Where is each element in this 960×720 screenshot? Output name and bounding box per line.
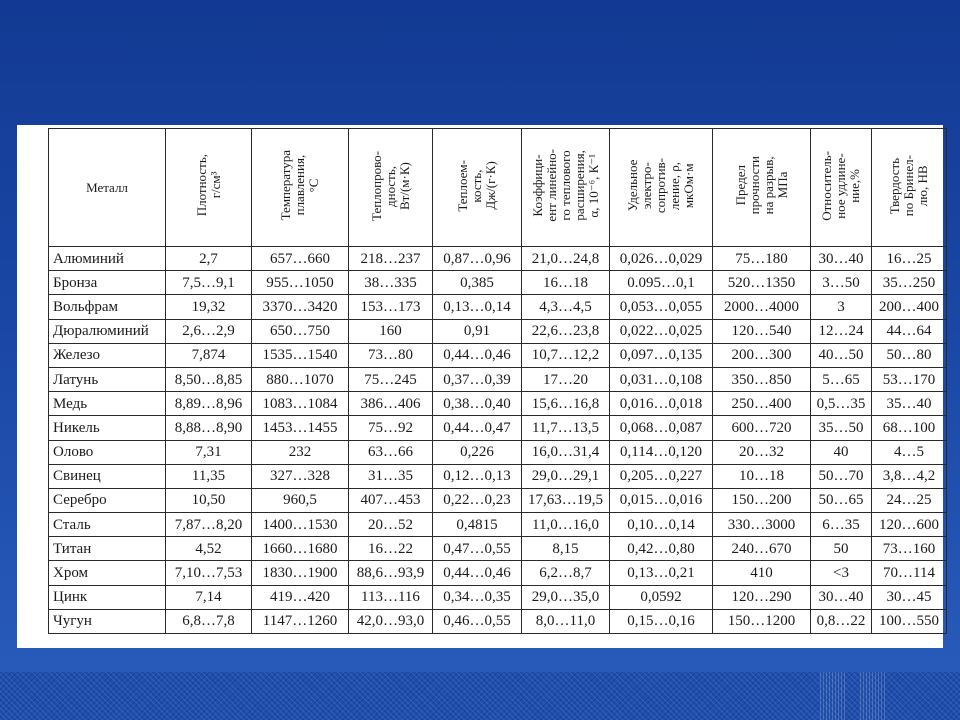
cell-thermal-conductivity: 75…92	[349, 416, 433, 440]
cell-density: 7,14	[166, 585, 252, 609]
header-metal: Металл	[49, 129, 166, 247]
cell-resistivity: 0,015…0,016	[610, 488, 713, 512]
cell-metal: Дюралюминий	[49, 319, 166, 343]
header-brinell-hardness	[872, 129, 947, 247]
cell-tensile-strength: 10…18	[713, 464, 811, 488]
header-resistivity-label: Удельное электро- сопротив- ление, ρ, мкОм·м	[625, 157, 696, 214]
cell-brinell-hardness: 35…40	[872, 392, 947, 416]
cell-resistivity: 0,42…0,80	[610, 537, 713, 561]
table-row	[49, 392, 947, 416]
table-row	[49, 561, 947, 585]
band-stripe-right	[860, 672, 886, 720]
cell-metal: Бронза	[49, 271, 166, 295]
table-row	[49, 609, 947, 633]
cell-thermal-conductivity: 218…237	[349, 247, 433, 271]
cell-brinell-hardness: 44…64	[872, 319, 947, 343]
cell-elongation: <3	[811, 561, 872, 585]
cell-resistivity: 0,031…0,108	[610, 367, 713, 391]
cell-melting-point: 880…1070	[252, 367, 349, 391]
cell-density: 19,32	[166, 295, 252, 319]
cell-density: 2,6…2,9	[166, 319, 252, 343]
cell-density: 7,31	[166, 440, 252, 464]
header-heat-capacity-label: Теплоем- кость, Дж/(г·К)	[455, 159, 498, 212]
cell-resistivity: 0,016…0,018	[610, 392, 713, 416]
cell-heat-capacity: 0,91	[433, 319, 522, 343]
header-thermal-conductivity	[349, 129, 433, 247]
cell-thermal-conductivity: 42,0…93,0	[349, 609, 433, 633]
cell-thermal-conductivity: 153…173	[349, 295, 433, 319]
cell-thermal-conductivity: 88,6…93,9	[349, 561, 433, 585]
cell-expansion-coefficient: 17…20	[522, 367, 610, 391]
header-tensile-strength-label: Предел прочности на разрыв, МПа	[732, 156, 790, 215]
cell-melting-point: 1083…1084	[252, 392, 349, 416]
header-tensile-strength	[713, 129, 811, 247]
cell-brinell-hardness: 4…5	[872, 440, 947, 464]
cell-heat-capacity: 0,226	[433, 440, 522, 464]
cell-expansion-coefficient: 8,15	[522, 537, 610, 561]
header-elongation	[811, 129, 872, 247]
cell-elongation: 50	[811, 537, 872, 561]
header-resistivity	[610, 129, 713, 247]
cell-melting-point: 232	[252, 440, 349, 464]
cell-resistivity: 0,13…0,21	[610, 561, 713, 585]
cell-resistivity: 0.095…0,1	[610, 271, 713, 295]
cell-thermal-conductivity: 160	[349, 319, 433, 343]
table-row	[49, 585, 947, 609]
cell-metal: Титан	[49, 537, 166, 561]
cell-elongation: 3	[811, 295, 872, 319]
cell-elongation: 6…35	[811, 513, 872, 537]
cell-melting-point: 960,5	[252, 488, 349, 512]
cell-tensile-strength: 75…180	[713, 247, 811, 271]
table-row	[49, 464, 947, 488]
cell-metal: Медь	[49, 392, 166, 416]
cell-brinell-hardness: 200…400	[872, 295, 947, 319]
cell-elongation: 12…24	[811, 319, 872, 343]
header-brinell-hardness-label: Твердость по Бринел- лю, НВ	[887, 154, 930, 217]
cell-density: 11,35	[166, 464, 252, 488]
cell-heat-capacity: 0,44…0,46	[433, 343, 522, 367]
cell-density: 10,50	[166, 488, 252, 512]
cell-resistivity: 0,026…0,029	[610, 247, 713, 271]
cell-tensile-strength: 240…670	[713, 537, 811, 561]
cell-density: 4,52	[166, 537, 252, 561]
cell-expansion-coefficient: 11,0…16,0	[522, 513, 610, 537]
cell-expansion-coefficient: 16…18	[522, 271, 610, 295]
cell-expansion-coefficient: 11,7…13,5	[522, 416, 610, 440]
cell-heat-capacity: 0,22…0,23	[433, 488, 522, 512]
cell-heat-capacity: 0,38…0,40	[433, 392, 522, 416]
cell-metal: Вольфрам	[49, 295, 166, 319]
table-row	[49, 343, 947, 367]
cell-tensile-strength: 250…400	[713, 392, 811, 416]
cell-tensile-strength: 410	[713, 561, 811, 585]
table-sheet	[17, 125, 943, 648]
cell-density: 8,88…8,90	[166, 416, 252, 440]
table-row	[49, 537, 947, 561]
header-row	[49, 129, 947, 247]
cell-metal: Хром	[49, 561, 166, 585]
cell-expansion-coefficient: 29,0…29,1	[522, 464, 610, 488]
cell-metal: Железо	[49, 343, 166, 367]
cell-metal: Свинец	[49, 464, 166, 488]
table-row	[49, 247, 947, 271]
cell-tensile-strength: 150…1200	[713, 609, 811, 633]
cell-metal: Алюминий	[49, 247, 166, 271]
cell-thermal-conductivity: 113…116	[349, 585, 433, 609]
cell-elongation: 35…50	[811, 416, 872, 440]
cell-elongation: 50…70	[811, 464, 872, 488]
cell-metal: Чугун	[49, 609, 166, 633]
cell-thermal-conductivity: 75…245	[349, 367, 433, 391]
cell-resistivity: 0,205…0,227	[610, 464, 713, 488]
table-row	[49, 488, 947, 512]
cell-resistivity: 0,097…0,135	[610, 343, 713, 367]
cell-brinell-hardness: 35…250	[872, 271, 947, 295]
cell-density: 2,7	[166, 247, 252, 271]
cell-metal: Цинк	[49, 585, 166, 609]
cell-tensile-strength: 350…850	[713, 367, 811, 391]
cell-heat-capacity: 0,47…0,55	[433, 537, 522, 561]
cell-tensile-strength: 330…3000	[713, 513, 811, 537]
cell-density: 7,5…9,1	[166, 271, 252, 295]
cell-brinell-hardness: 24…25	[872, 488, 947, 512]
cell-melting-point: 650…750	[252, 319, 349, 343]
cell-heat-capacity: 0,37…0,39	[433, 367, 522, 391]
cell-tensile-strength: 600…720	[713, 416, 811, 440]
cell-tensile-strength: 150…200	[713, 488, 811, 512]
table-row	[49, 295, 947, 319]
header-melting-point-label: Температура плавления, °С	[278, 150, 321, 221]
metals-properties-table	[48, 128, 947, 634]
cell-brinell-hardness: 53…170	[872, 367, 947, 391]
cell-expansion-coefficient: 17,63…19,5	[522, 488, 610, 512]
cell-resistivity: 0,0592	[610, 585, 713, 609]
cell-metal: Сталь	[49, 513, 166, 537]
cell-elongation: 0,5…35	[811, 392, 872, 416]
cell-density: 8,50…8,85	[166, 367, 252, 391]
cell-heat-capacity: 0,12…0,13	[433, 464, 522, 488]
table-row	[49, 271, 947, 295]
cell-thermal-conductivity: 31…35	[349, 464, 433, 488]
header-expansion-coefficient-label: Коэффици- ент линейно- го теплового расширения, α, 10⁻⁶, К⁻¹	[529, 149, 601, 222]
cell-expansion-coefficient: 8,0…11,0	[522, 609, 610, 633]
header-elongation-label: Относитель- ное удлине- ние,%	[819, 150, 862, 221]
cell-brinell-hardness: 70…114	[872, 561, 947, 585]
cell-resistivity: 0,068…0,087	[610, 416, 713, 440]
cell-melting-point: 327…328	[252, 464, 349, 488]
cell-brinell-hardness: 16…25	[872, 247, 947, 271]
cell-melting-point: 1535…1540	[252, 343, 349, 367]
cell-resistivity: 0,15…0,16	[610, 609, 713, 633]
cell-tensile-strength: 2000…4000	[713, 295, 811, 319]
cell-brinell-hardness: 3,8…4,2	[872, 464, 947, 488]
cell-expansion-coefficient: 16,0…31,4	[522, 440, 610, 464]
cell-resistivity: 0,114…0,120	[610, 440, 713, 464]
cell-heat-capacity: 0,87…0,96	[433, 247, 522, 271]
cell-heat-capacity: 0,385	[433, 271, 522, 295]
bottom-decorative-band	[0, 672, 960, 720]
cell-resistivity: 0,10…0,14	[610, 513, 713, 537]
cell-expansion-coefficient: 22,6…23,8	[522, 319, 610, 343]
table-row	[49, 513, 947, 537]
cell-heat-capacity: 0,4815	[433, 513, 522, 537]
cell-elongation: 50…65	[811, 488, 872, 512]
cell-brinell-hardness: 50…80	[872, 343, 947, 367]
cell-resistivity: 0,053…0,055	[610, 295, 713, 319]
cell-elongation: 3…50	[811, 271, 872, 295]
cell-elongation: 40	[811, 440, 872, 464]
cell-expansion-coefficient: 21,0…24,8	[522, 247, 610, 271]
cell-elongation: 5…65	[811, 367, 872, 391]
cell-brinell-hardness: 120…600	[872, 513, 947, 537]
cell-thermal-conductivity: 407…453	[349, 488, 433, 512]
cell-tensile-strength: 520…1350	[713, 271, 811, 295]
cell-melting-point: 1453…1455	[252, 416, 349, 440]
cell-elongation: 40…50	[811, 343, 872, 367]
cell-thermal-conductivity: 38…335	[349, 271, 433, 295]
cell-melting-point: 657…660	[252, 247, 349, 271]
cell-melting-point: 1830…1900	[252, 561, 349, 585]
cell-expansion-coefficient: 6,2…8,7	[522, 561, 610, 585]
cell-heat-capacity: 0,46…0,55	[433, 609, 522, 633]
table-row	[49, 440, 947, 464]
cell-elongation: 30…40	[811, 247, 872, 271]
cell-metal: Олово	[49, 440, 166, 464]
cell-heat-capacity: 0,44…0,46	[433, 561, 522, 585]
cell-thermal-conductivity: 16…22	[349, 537, 433, 561]
cell-melting-point: 419…420	[252, 585, 349, 609]
cell-thermal-conductivity: 63…66	[349, 440, 433, 464]
cell-expansion-coefficient: 10,7…12,2	[522, 343, 610, 367]
cell-resistivity: 0,022…0,025	[610, 319, 713, 343]
header-density	[166, 129, 252, 247]
cell-melting-point: 1400…1530	[252, 513, 349, 537]
cell-elongation: 30…40	[811, 585, 872, 609]
cell-thermal-conductivity: 386…406	[349, 392, 433, 416]
cell-tensile-strength: 200…300	[713, 343, 811, 367]
cell-tensile-strength: 20…32	[713, 440, 811, 464]
cell-elongation: 0,8…22	[811, 609, 872, 633]
cell-density: 7,10…7,53	[166, 561, 252, 585]
cell-metal: Латунь	[49, 367, 166, 391]
cell-melting-point: 955…1050	[252, 271, 349, 295]
header-expansion-coefficient	[522, 129, 610, 247]
cell-expansion-coefficient: 29,0…35,0	[522, 585, 610, 609]
cell-metal: Никель	[49, 416, 166, 440]
table-body	[49, 247, 947, 634]
cell-tensile-strength: 120…290	[713, 585, 811, 609]
table-row	[49, 319, 947, 343]
cell-expansion-coefficient: 4,3…4,5	[522, 295, 610, 319]
cell-metal: Серебро	[49, 488, 166, 512]
cell-density: 8,89…8,96	[166, 392, 252, 416]
header-heat-capacity	[433, 129, 522, 247]
cell-melting-point: 3370…3420	[252, 295, 349, 319]
cell-tensile-strength: 120…540	[713, 319, 811, 343]
header-density-label: Плотность, г/см³	[193, 154, 223, 217]
cell-brinell-hardness: 68…100	[872, 416, 947, 440]
cell-brinell-hardness: 100…550	[872, 609, 947, 633]
cell-brinell-hardness: 30…45	[872, 585, 947, 609]
cell-thermal-conductivity: 73…80	[349, 343, 433, 367]
cell-thermal-conductivity: 20…52	[349, 513, 433, 537]
header-thermal-conductivity-label: Теплопрово- дность, Вт/(м·К)	[368, 150, 412, 221]
header-melting-point	[252, 129, 349, 247]
cell-expansion-coefficient: 15,6…16,8	[522, 392, 610, 416]
cell-melting-point: 1660…1680	[252, 537, 349, 561]
table-row	[49, 416, 947, 440]
cell-brinell-hardness: 73…160	[872, 537, 947, 561]
cell-heat-capacity: 0,13…0,14	[433, 295, 522, 319]
table-row	[49, 367, 947, 391]
cell-heat-capacity: 0,44…0,47	[433, 416, 522, 440]
cell-density: 7,87…8,20	[166, 513, 252, 537]
cell-melting-point: 1147…1260	[252, 609, 349, 633]
cell-heat-capacity: 0,34…0,35	[433, 585, 522, 609]
band-stripe-left	[820, 672, 846, 720]
cell-density: 6,8…7,8	[166, 609, 252, 633]
cell-density: 7,874	[166, 343, 252, 367]
